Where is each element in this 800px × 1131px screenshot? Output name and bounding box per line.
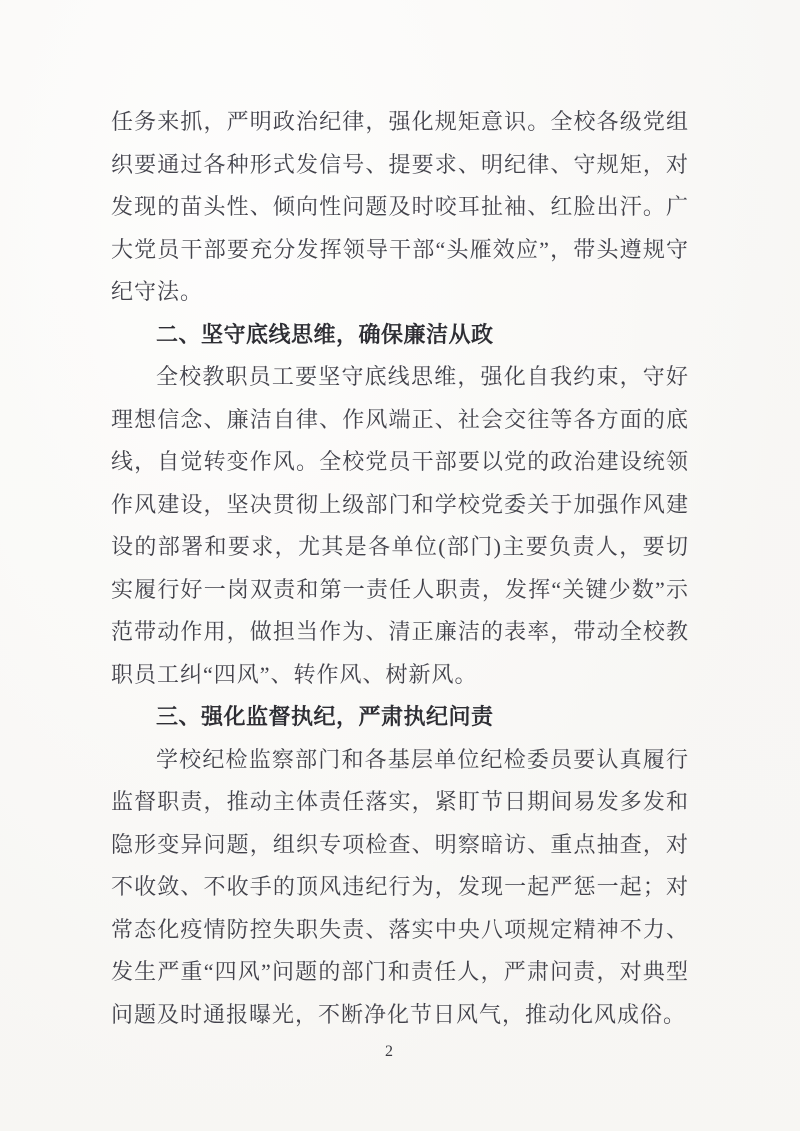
- section-heading-3: 三、强化监督执纪，严肃执纪问责: [156, 704, 494, 729]
- continuation-paragraph: 任务来抓，严明政治纪律，强化规矩意识。全校各级党组织要通过各种形式发信号、提要求、明纪律、守规矩，对发现的苗头性、倾向性问题及时咬耳扯袖、红脸出汗。广大党员干部要充分发挥领导干部“头雁效应”，带头遵规守纪守法。: [111, 109, 689, 304]
- document-body: [111, 101, 689, 1036]
- section-heading-2: 二、坚守底线思维，确保廉洁从政: [156, 321, 494, 347]
- section-3-paragraph: 学校纪检监察部门和各基层单位纪检委员要认真履行监督职责，推动主体责任落实，紧盯节日期间易发多发和隐形变异问题，组织专项检查、明察暗访、重点抽查，对不收敛、不收手的顶风违纪行为，发现一起严惩一起；对常态化疫情防控失职失责、落实中央八项规定精神不力、发生严重“四风”问题的部门和责任人，严肃问责，对典型问题及时通报曝光，不断净化节日风气，推动化风成俗。: [111, 746, 689, 1027]
- page-number: 2: [385, 1043, 393, 1060]
- section-2-paragraph: 全校教职员工要坚守底线思维，强化自我约束，守好理想信念、廉洁自律、作风端正、社会交往等各方面的底线，自觉转变作风。全校党员干部要以党的政治建设统领作风建设，坚决贯彻上级部门和学校党委关于加强作风建设的部署和要求，尤其是各单位(部门)主要负责人，要切实履行好一岗双责和第一责任人职责，发挥“关键少数”示范带动作用，做担当作为、清正廉洁的表率，带动全校教职员工纠“四风”、转作风、树新风。: [111, 364, 689, 687]
